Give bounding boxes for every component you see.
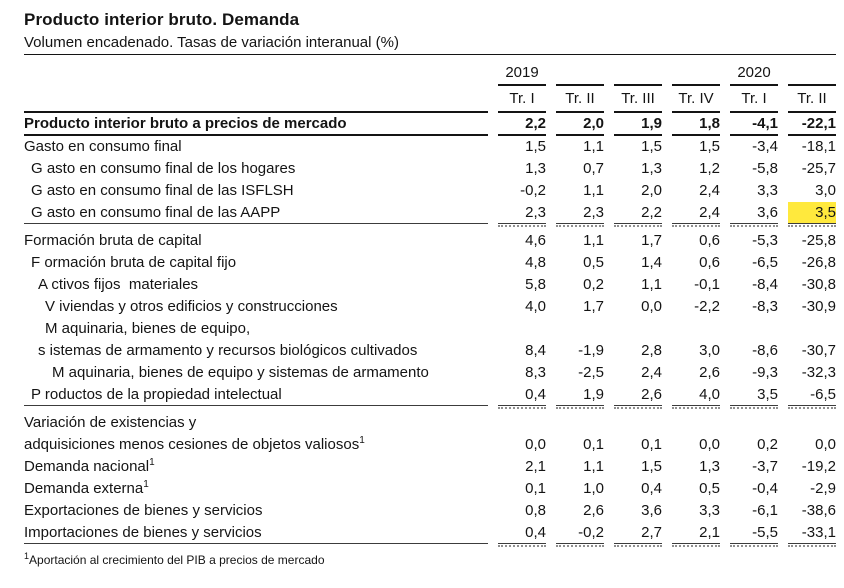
value-cell: -1,9 (578, 342, 604, 359)
value-cell: 0,0 (815, 436, 836, 453)
value-cell: -26,8 (801, 254, 836, 271)
row-label: s istemas de armamento y recursos biológicos cultivados (38, 342, 418, 359)
value-cell: -2,2 (694, 298, 720, 315)
value-cell: -8,4 (752, 276, 778, 293)
value-cell: -5,3 (752, 232, 778, 249)
value-cell: -2,9 (810, 480, 836, 497)
row-label: Gasto en consumo final (24, 138, 182, 155)
page-subtitle: Volumen encadenado. Tasas de variación interanual (%) (24, 34, 836, 55)
value-cell: 1,5 (641, 458, 662, 475)
value-cell: 8,4 (525, 342, 546, 359)
table-row (24, 230, 836, 252)
value-cell: -30,8 (801, 276, 836, 293)
value-cell: 1,2 (699, 160, 720, 177)
value-cell: 3,5 (730, 384, 778, 406)
year-header-spacer (24, 64, 488, 86)
row-label: Exportaciones de bienes y servicios (24, 502, 263, 519)
value-cell: 5,8 (525, 276, 546, 293)
value-cell: 3,6 (641, 502, 662, 519)
quarter-header-cell: Tr. II (556, 86, 604, 113)
row-label: Formación bruta de capital (24, 232, 202, 249)
value-cell: 1,1 (583, 458, 604, 475)
year-header-cell: 2020 (730, 62, 778, 86)
value-cell: 1,7 (583, 298, 604, 315)
value-cell: 2,4 (699, 182, 720, 199)
value-cell: 0,0 (699, 436, 720, 453)
value-cell: 4,6 (525, 232, 546, 249)
value-cell (498, 318, 546, 340)
value-cell: 1,1 (583, 182, 604, 199)
value-cell: -3,4 (752, 138, 778, 155)
table-row (24, 252, 836, 274)
table-row (24, 384, 836, 406)
row-label: Importaciones de bienes y servicios (24, 522, 488, 544)
value-cell: 1,1 (641, 276, 662, 293)
row-label: G asto en consumo final de los hogares (31, 160, 296, 177)
value-cell: 0,0 (641, 298, 662, 315)
table-row (24, 180, 836, 202)
table-row (24, 318, 836, 340)
value-cell: 3,3 (757, 182, 778, 199)
value-cell: -0,1 (694, 276, 720, 293)
quarter-header-cell: Tr. III (614, 86, 662, 113)
value-cell (788, 318, 836, 340)
value-cell: 4,8 (525, 254, 546, 271)
value-cell: -32,3 (801, 364, 836, 381)
value-cell: 3,3 (699, 502, 720, 519)
year-header-cell (788, 62, 836, 86)
value-cell: 0,5 (583, 254, 604, 271)
value-cell: 1,9 (556, 384, 604, 406)
value-cell: 0,6 (699, 254, 720, 271)
table-row (24, 113, 836, 136)
row-label: G asto en consumo final de las ISFLSH (31, 182, 294, 199)
value-cell: 2,6 (583, 502, 604, 519)
value-cell: -2,5 (578, 364, 604, 381)
value-cell: 2,2 (614, 202, 662, 224)
value-cell (556, 318, 604, 340)
row-label: M aquinaria, bienes de equipo, (45, 320, 251, 337)
value-cell: 4,0 (672, 384, 720, 406)
value-cell: -0,2 (556, 522, 604, 544)
year-header-cell (672, 62, 720, 86)
year-header-cell: 2019 (498, 62, 546, 86)
value-cell: -4,1 (730, 113, 778, 136)
row-label: Variación de existencias y (24, 414, 197, 431)
quarter-header-row (24, 86, 836, 113)
value-cell: -18,1 (801, 138, 836, 155)
footnote (24, 553, 836, 567)
quarter-header-cell: Tr. II (788, 86, 836, 113)
value-cell: 2,0 (556, 113, 604, 136)
value-cell: 1,4 (641, 254, 662, 271)
table-row (24, 478, 836, 500)
table-row (24, 456, 836, 478)
value-cell: -6,5 (752, 254, 778, 271)
row-label: V iviendas y otros edificios y construcciones (45, 298, 338, 315)
year-header-cell (556, 62, 604, 86)
value-cell (730, 412, 778, 434)
value-cell: 1,1 (583, 232, 604, 249)
value-cell: 1,7 (641, 232, 662, 249)
table-row (24, 434, 836, 456)
row-label: P roductos de la propiedad intelectual (24, 384, 488, 406)
gdp-demand-table (24, 62, 836, 544)
year-header-cell (614, 62, 662, 86)
value-cell: -8,3 (752, 298, 778, 315)
value-cell (788, 412, 836, 434)
value-cell (672, 412, 720, 434)
row-label: M aquinaria, bienes de equipo y sistemas de armamento (52, 364, 429, 381)
table-row (24, 522, 836, 544)
row-label: A ctivos fijos materiales (38, 276, 199, 293)
value-cell: 2,6 (699, 364, 720, 381)
page-title: Producto interior bruto. Demanda (24, 10, 300, 29)
value-cell: -5,5 (730, 522, 778, 544)
value-cell: -9,3 (752, 364, 778, 381)
value-cell: 0,7 (583, 160, 604, 177)
year-header-row (24, 62, 836, 86)
value-cell (614, 318, 662, 340)
table-row (24, 202, 836, 224)
value-cell: 1,9 (614, 113, 662, 136)
value-cell: 3,0 (699, 342, 720, 359)
quarter-header-cell: Tr. I (498, 86, 546, 113)
value-cell (614, 412, 662, 434)
value-cell: 0,4 (641, 480, 662, 497)
value-cell: 0,4 (498, 384, 546, 406)
value-cell (730, 318, 778, 340)
table-row (24, 362, 836, 384)
value-cell: 0,1 (641, 436, 662, 453)
value-cell: -30,7 (801, 342, 836, 359)
value-cell: 0,2 (757, 436, 778, 453)
value-cell: 2,6 (614, 384, 662, 406)
value-cell: 0,5 (699, 480, 720, 497)
value-cell: -38,6 (801, 502, 836, 519)
value-cell: 1,3 (525, 160, 546, 177)
value-cell: 2,2 (498, 113, 546, 136)
row-label: Demanda nacional$^1$ (24, 457, 155, 475)
value-cell: 1,3 (699, 458, 720, 475)
footnote-text: Aportación al crecimiento del PIB a precios de mercado (29, 553, 325, 567)
table-row (24, 296, 836, 318)
row-label: adquisiciones menos cesiones de objetos valiosos$^1$ (24, 435, 365, 453)
value-cell: 0,1 (525, 480, 546, 497)
quarter-header-spacer (24, 86, 488, 113)
table-row (24, 136, 836, 158)
value-cell: 1,5 (525, 138, 546, 155)
value-cell: 8,3 (525, 364, 546, 381)
value-cell: 1,8 (672, 113, 720, 136)
value-cell: -22,1 (788, 113, 836, 136)
value-cell: -25,7 (801, 160, 836, 177)
value-cell (498, 412, 546, 434)
table-row (24, 412, 836, 434)
highlighted-value-cell: 3,5 (788, 202, 836, 224)
value-cell: 1,5 (699, 138, 720, 155)
value-cell (556, 412, 604, 434)
value-cell (672, 318, 720, 340)
value-cell: -19,2 (801, 458, 836, 475)
value-cell: 3,6 (730, 202, 778, 224)
value-cell: -30,9 (801, 298, 836, 315)
value-cell: 0,4 (498, 522, 546, 544)
value-cell: -6,5 (788, 384, 836, 406)
value-cell: -6,1 (752, 502, 778, 519)
value-cell: 2,3 (556, 202, 604, 224)
value-cell: 0,0 (525, 436, 546, 453)
value-cell: -3,7 (752, 458, 778, 475)
value-cell: -0,4 (752, 480, 778, 497)
value-cell: 2,1 (525, 458, 546, 475)
table-row (24, 274, 836, 296)
footnote-marker: 1 (24, 551, 30, 561)
value-cell: 1,5 (641, 138, 662, 155)
value-cell: 2,8 (641, 342, 662, 359)
value-cell: 4,0 (525, 298, 546, 315)
value-cell: 2,7 (614, 522, 662, 544)
value-cell: -0,2 (520, 182, 546, 199)
row-label: Producto interior bruto a precios de mercado (24, 113, 488, 136)
value-cell: 0,1 (583, 436, 604, 453)
value-cell: 2,1 (672, 522, 720, 544)
value-cell: -5,8 (752, 160, 778, 177)
value-cell: 0,2 (583, 276, 604, 293)
value-cell: -25,8 (801, 232, 836, 249)
value-cell: 2,4 (672, 202, 720, 224)
row-label: F ormación bruta de capital fijo (31, 254, 237, 271)
value-cell: 2,4 (641, 364, 662, 381)
table-body (24, 113, 836, 544)
row-label: G asto en consumo final de las AAPP (24, 202, 488, 224)
table-row (24, 158, 836, 180)
value-cell: 2,0 (641, 182, 662, 199)
table-row (24, 340, 836, 362)
value-cell: -33,1 (788, 522, 836, 544)
value-cell: 1,0 (583, 480, 604, 497)
table-row (24, 500, 836, 522)
value-cell: 3,0 (815, 182, 836, 199)
value-cell: 2,3 (498, 202, 546, 224)
value-cell: 1,3 (641, 160, 662, 177)
value-cell: 0,6 (699, 232, 720, 249)
quarter-header-cell: Tr. IV (672, 86, 720, 113)
quarter-header-cell: Tr. I (730, 86, 778, 113)
value-cell: 0,8 (525, 502, 546, 519)
value-cell: 1,1 (583, 138, 604, 155)
row-label: Demanda externa$^1$ (24, 479, 149, 497)
value-cell: -8,6 (752, 342, 778, 359)
